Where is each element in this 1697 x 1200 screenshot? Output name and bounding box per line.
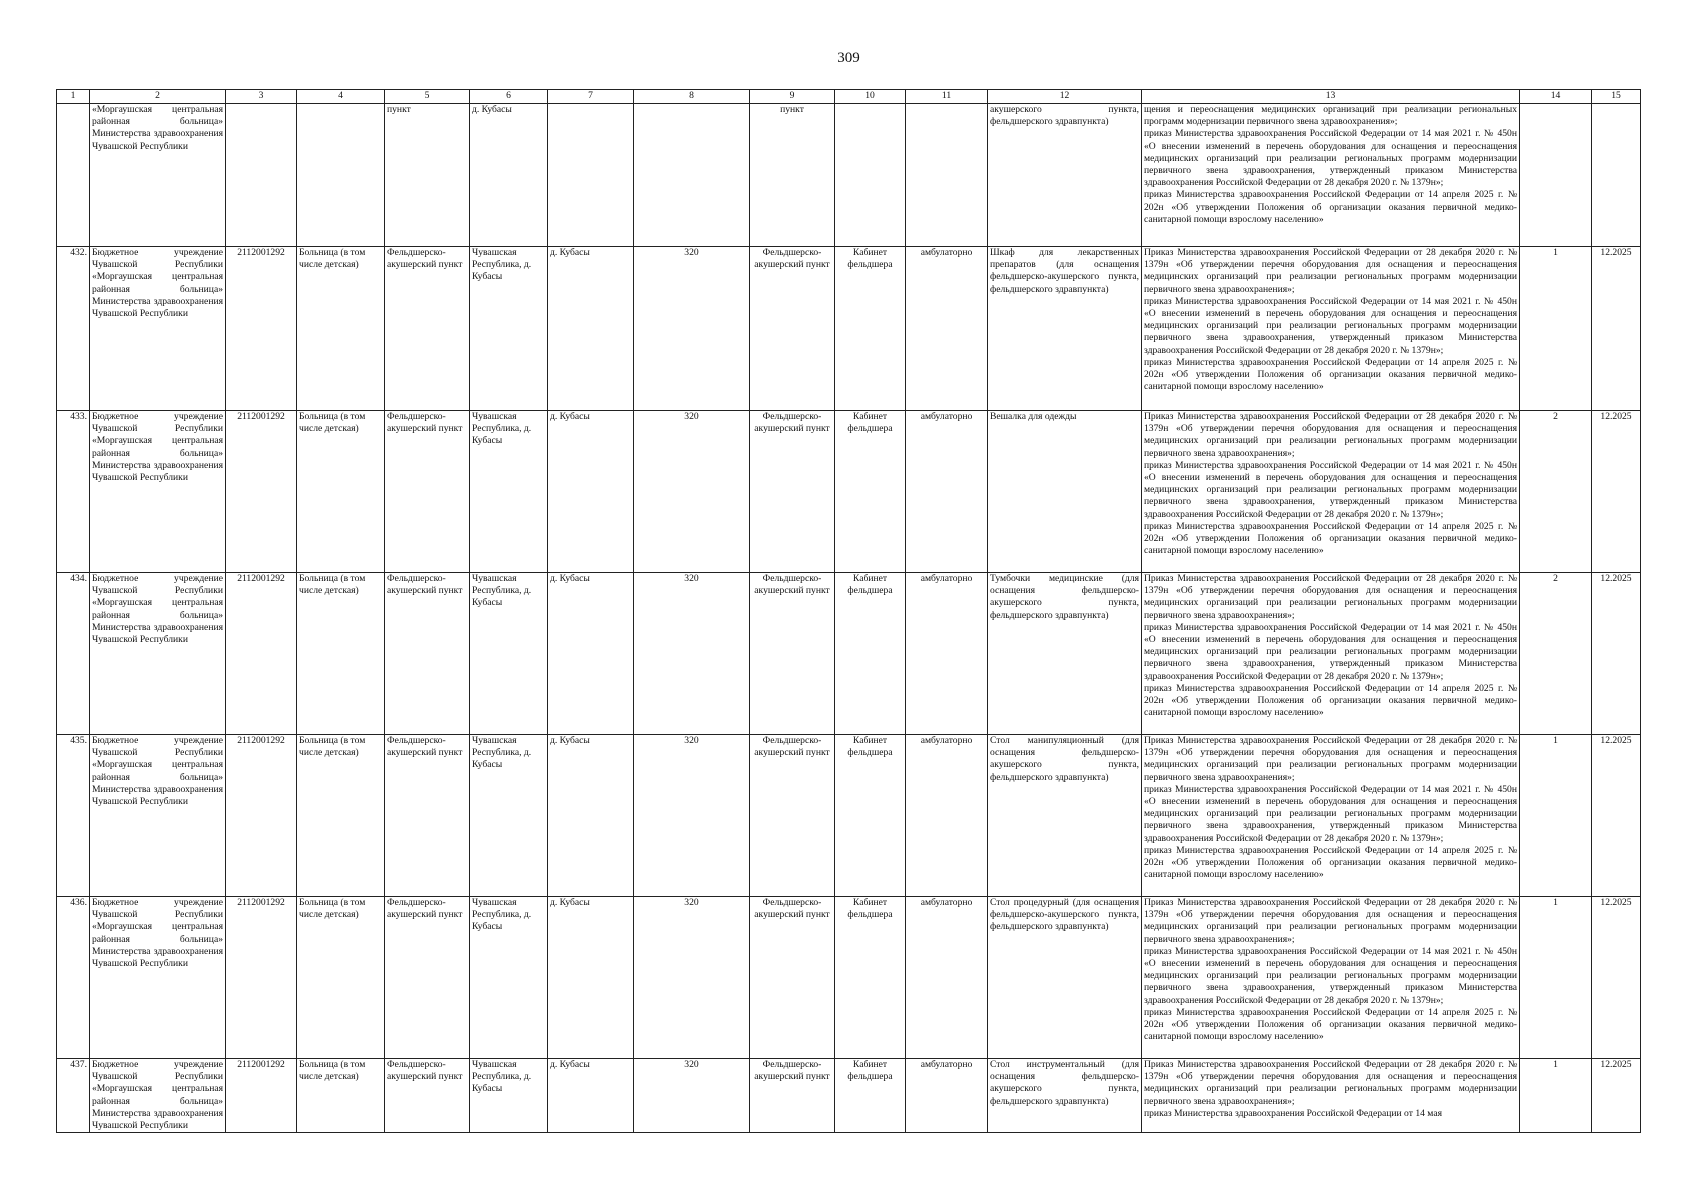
date-cell: 12.2025 <box>1592 897 1641 1059</box>
inn-cell: 2112001292 <box>226 897 297 1059</box>
subdivision-cell: Фельдшерско-акушерский пункт <box>385 573 470 735</box>
address-cell: Чувашская Республика, д. Кубасы <box>470 735 548 897</box>
inn-cell: 2112001292 <box>226 735 297 897</box>
date-cell: 12.2025 <box>1592 735 1641 897</box>
page-number: 309 <box>837 50 860 66</box>
care-mode-cell: амбулаторно <box>906 897 988 1059</box>
subdivision-cell: Фельдшерско-акушерский пункт <box>385 735 470 897</box>
row-number-cell: 435. <box>57 735 90 897</box>
column-header: 14 <box>1520 90 1592 104</box>
legal-basis-cell: Приказ Министерства здравоохранения Российской Федерации от 28 декабря 2020 г. № 1379н «Об утверждении перечня оборудования для оснащения и переоснащения медицинских организаций при реализации региональных программ модернизации первичного звена здравоохранения»; приказ Министерства здравоохранения Российской Федерации от 14 мая 2021 г. № 450н «О внесении изменений в перечень оборудования для оснащения и переоснащения медицинских организаций при реализации региональных программ модернизации первичного звена здравоохранения, утвержденный приказом Министерства здравоохранения Российской Федерации от 28 декабря 2020 г. № 1379н»; приказ Министерства здравоохранения Российской Федерации от 14 апреля 2025 г. № 202н «Об утверждении Положения об организации оказания первичной медико-санитарной помощи взрослому населению» <box>1142 247 1520 411</box>
institution-type-cell: Больница (в том числе детская) <box>297 411 385 573</box>
code-cell <box>634 104 750 247</box>
inn-cell <box>226 104 297 247</box>
room-cell: Кабинет фельдшера <box>835 1059 906 1133</box>
quantity-cell: 1 <box>1520 247 1592 411</box>
quantity-cell: 2 <box>1520 573 1592 735</box>
care-mode-cell <box>906 104 988 247</box>
column-header: 11 <box>906 90 988 104</box>
structural-unit-cell: Фельдшерско-акушерский пункт <box>750 897 835 1059</box>
code-cell: 320 <box>634 1059 750 1133</box>
equipment-name-cell: Шкаф для лекарственных препаратов (для оснащения фельдшерско-акушерского пункта, фельдшерского здравпункта) <box>988 247 1142 411</box>
locality-cell: д. Кубасы <box>548 1059 634 1133</box>
code-cell: 320 <box>634 573 750 735</box>
table-row <box>57 897 1641 1059</box>
table-body <box>57 104 1641 1133</box>
column-header: 12 <box>988 90 1142 104</box>
table-row <box>57 247 1641 411</box>
date-cell: 12.2025 <box>1592 247 1641 411</box>
legal-basis-cell: Приказ Министерства здравоохранения Российской Федерации от 28 декабря 2020 г. № 1379н «Об утверждении перечня оборудования для оснащения и переоснащения медицинских организаций при реализации региональных программ модернизации первичного звена здравоохранения»; приказ Министерства здравоохранения Российской Федерации от 14 мая 2021 г. № 450н «О внесении изменений в перечень оборудования для оснащения и переоснащения медицинских организаций при реализации региональных программ модернизации первичного звена здравоохранения, утвержденный приказом Министерства здравоохранения Российской Федерации от 28 декабря 2020 г. № 1379н»; приказ Министерства здравоохранения Российской Федерации от 14 апреля 2025 г. № 202н «Об утверждении Положения об организации оказания первичной медико-санитарной помощи взрослому населению» <box>1142 897 1520 1059</box>
equipment-name-cell: акушерского пункта, фельдшерского здравпункта) <box>988 104 1142 247</box>
institution-type-cell: Больница (в том числе детская) <box>297 573 385 735</box>
subdivision-cell: Фельдшерско-акушерский пункт <box>385 897 470 1059</box>
column-number-row <box>57 90 1641 104</box>
subdivision-cell: Фельдшерско-акушерский пункт <box>385 247 470 411</box>
care-mode-cell: амбулаторно <box>906 1059 988 1133</box>
row-number-cell: 433. <box>57 411 90 573</box>
address-cell: Чувашская Республика, д. Кубасы <box>470 247 548 411</box>
inn-cell: 2112001292 <box>226 247 297 411</box>
table-row <box>57 104 1641 247</box>
room-cell: Кабинет фельдшера <box>835 735 906 897</box>
column-header: 15 <box>1592 90 1641 104</box>
room-cell: Кабинет фельдшера <box>835 573 906 735</box>
structural-unit-cell: Фельдшерско-акушерский пункт <box>750 573 835 735</box>
institution-type-cell: Больница (в том числе детская) <box>297 247 385 411</box>
equipment-name-cell: Стол манипуляционный (для оснащения фельдшерско-акушерского пункта, фельдшерского здравпункта) <box>988 735 1142 897</box>
institution-type-cell: Больница (в том числе детская) <box>297 897 385 1059</box>
inn-cell: 2112001292 <box>226 573 297 735</box>
date-cell: 12.2025 <box>1592 411 1641 573</box>
column-header: 8 <box>634 90 750 104</box>
column-header: 1 <box>57 90 90 104</box>
locality-cell <box>548 104 634 247</box>
address-cell: д. Кубасы <box>470 104 548 247</box>
table-row <box>57 735 1641 897</box>
column-header: 10 <box>835 90 906 104</box>
structural-unit-cell: Фельдшерско-акушерский пункт <box>750 411 835 573</box>
table-row <box>57 1059 1641 1133</box>
structural-unit-cell: пункт <box>750 104 835 247</box>
equipment-name-cell: Тумбочки медицинские (для оснащения фельдшерско-акушерского пункта, фельдшерского здравпункта) <box>988 573 1142 735</box>
equipment-register-table <box>56 89 1641 1133</box>
column-header: 13 <box>1142 90 1520 104</box>
column-header: 2 <box>90 90 226 104</box>
date-cell: 12.2025 <box>1592 573 1641 735</box>
date-cell: 12.2025 <box>1592 1059 1641 1133</box>
equipment-name-cell: Стол процедурный (для оснащения фельдшерско-акушерского пункта, фельдшерского здравпункта) <box>988 897 1142 1059</box>
structural-unit-cell: Фельдшерско-акушерский пункт <box>750 1059 835 1133</box>
code-cell: 320 <box>634 897 750 1059</box>
equipment-name-cell: Вешалка для одежды <box>988 411 1142 573</box>
column-header: 4 <box>297 90 385 104</box>
legal-basis-cell: Приказ Министерства здравоохранения Российской Федерации от 28 декабря 2020 г. № 1379н «Об утверждении перечня оборудования для оснащения и переоснащения медицинских организаций при реализации региональных программ модернизации первичного звена здравоохранения»; приказ Министерства здравоохранения Российской Федерации от 14 мая <box>1142 1059 1520 1133</box>
row-number-cell: 437. <box>57 1059 90 1133</box>
code-cell: 320 <box>634 735 750 897</box>
locality-cell: д. Кубасы <box>548 411 634 573</box>
locality-cell: д. Кубасы <box>548 735 634 897</box>
address-cell: Чувашская Республика, д. Кубасы <box>470 573 548 735</box>
column-header: 3 <box>226 90 297 104</box>
institution-type-cell: Больница (в том числе детская) <box>297 735 385 897</box>
inn-cell: 2112001292 <box>226 1059 297 1133</box>
room-cell: Кабинет фельдшера <box>835 897 906 1059</box>
institution-type-cell: Больница (в том числе детская) <box>297 1059 385 1133</box>
organization-cell: Бюджетное учреждение Чувашской Республики «Моргаушская центральная районная больница» Министерства здравоохранения Чувашской Республики <box>90 1059 226 1133</box>
quantity-cell: 1 <box>1520 1059 1592 1133</box>
structural-unit-cell: Фельдшерско-акушерский пункт <box>750 735 835 897</box>
row-number-cell: 434. <box>57 573 90 735</box>
subdivision-cell: Фельдшерско-акушерский пункт <box>385 411 470 573</box>
organization-cell: Бюджетное учреждение Чувашской Республики «Моргаушская центральная районная больница» Министерства здравоохранения Чувашской Республики <box>90 411 226 573</box>
date-cell <box>1592 104 1641 247</box>
inn-cell: 2112001292 <box>226 411 297 573</box>
organization-cell: «Моргаушская центральная районная больница» Министерства здравоохранения Чувашской Республики <box>90 104 226 247</box>
code-cell: 320 <box>634 411 750 573</box>
column-header: 6 <box>470 90 548 104</box>
address-cell: Чувашская Республика, д. Кубасы <box>470 897 548 1059</box>
quantity-cell: 1 <box>1520 735 1592 897</box>
equipment-name-cell: Стол инструментальный (для оснащения фельдшерско-акушерского пункта, фельдшерского здравпункта) <box>988 1059 1142 1133</box>
column-header: 9 <box>750 90 835 104</box>
legal-basis-cell: щения и переоснащения медицинских организаций при реализации региональных программ модернизации первичного звена здравоохранения»; приказ Министерства здравоохранения Российской Федерации от 14 мая 2021 г. № 450н «О внесении изменений в перечень оборудования для оснащения и переоснащения медицинских организаций при реализации региональных программ модернизации первичного звена здравоохранения, утвержденный приказом Министерства здравоохранения Российской Федерации от 28 декабря 2020 г. № 1379н»; приказ Министерства здравоохранения Российской Федерации от 14 апреля 2025 г. № 202н «Об утверждении Положения об организации оказания первичной медико-санитарной помощи взрослому населению» <box>1142 104 1520 247</box>
care-mode-cell: амбулаторно <box>906 573 988 735</box>
room-cell <box>835 104 906 247</box>
locality-cell: д. Кубасы <box>548 247 634 411</box>
row-number-cell: 436. <box>57 897 90 1059</box>
organization-cell: Бюджетное учреждение Чувашской Республики «Моргаушская центральная районная больница» Министерства здравоохранения Чувашской Республики <box>90 735 226 897</box>
quantity-cell: 1 <box>1520 897 1592 1059</box>
room-cell: Кабинет фельдшера <box>835 247 906 411</box>
organization-cell: Бюджетное учреждение Чувашской Республики «Моргаушская центральная районная больница» Министерства здравоохранения Чувашской Республики <box>90 897 226 1059</box>
care-mode-cell: амбулаторно <box>906 735 988 897</box>
table-header <box>57 90 1641 104</box>
table-row <box>57 411 1641 573</box>
organization-cell: Бюджетное учреждение Чувашской Республики «Моргаушская центральная районная больница» Министерства здравоохранения Чувашской Республики <box>90 247 226 411</box>
institution-type-cell <box>297 104 385 247</box>
row-number-cell: 432. <box>57 247 90 411</box>
table-row <box>57 573 1641 735</box>
care-mode-cell: амбулаторно <box>906 247 988 411</box>
quantity-cell: 2 <box>1520 411 1592 573</box>
address-cell: Чувашская Республика, д. Кубасы <box>470 1059 548 1133</box>
locality-cell: д. Кубасы <box>548 897 634 1059</box>
locality-cell: д. Кубасы <box>548 573 634 735</box>
subdivision-cell: пункт <box>385 104 470 247</box>
structural-unit-cell: Фельдшерско-акушерский пункт <box>750 247 835 411</box>
care-mode-cell: амбулаторно <box>906 411 988 573</box>
subdivision-cell: Фельдшерско-акушерский пункт <box>385 1059 470 1133</box>
organization-cell: Бюджетное учреждение Чувашской Республики «Моргаушская центральная районная больница» Министерства здравоохранения Чувашской Республики <box>90 573 226 735</box>
legal-basis-cell: Приказ Министерства здравоохранения Российской Федерации от 28 декабря 2020 г. № 1379н «Об утверждении перечня оборудования для оснащения и переоснащения медицинских организаций при реализации региональных программ модернизации первичного звена здравоохранения»; приказ Министерства здравоохранения Российской Федерации от 14 мая 2021 г. № 450н «О внесении изменений в перечень оборудования для оснащения и переоснащения медицинских организаций при реализации региональных программ модернизации первичного звена здравоохранения, утвержденный приказом Министерства здравоохранения Российской Федерации от 28 декабря 2020 г. № 1379н»; приказ Министерства здравоохранения Российской Федерации от 14 апреля 2025 г. № 202н «Об утверждении Положения об организации оказания первичной медико-санитарной помощи взрослому населению» <box>1142 411 1520 573</box>
column-header: 7 <box>548 90 634 104</box>
column-header: 5 <box>385 90 470 104</box>
legal-basis-cell: Приказ Министерства здравоохранения Российской Федерации от 28 декабря 2020 г. № 1379н «Об утверждении перечня оборудования для оснащения и переоснащения медицинских организаций при реализации региональных программ модернизации первичного звена здравоохранения»; приказ Министерства здравоохранения Российской Федерации от 14 мая 2021 г. № 450н «О внесении изменений в перечень оборудования для оснащения и переоснащения медицинских организаций при реализации региональных программ модернизации первичного звена здравоохранения, утвержденный приказом Министерства здравоохранения Российской Федерации от 28 декабря 2020 г. № 1379н»; приказ Министерства здравоохранения Российской Федерации от 14 апреля 2025 г. № 202н «Об утверждении Положения об организации оказания первичной медико-санитарной помощи взрослому населению» <box>1142 735 1520 897</box>
room-cell: Кабинет фельдшера <box>835 411 906 573</box>
address-cell: Чувашская Республика, д. Кубасы <box>470 411 548 573</box>
legal-basis-cell: Приказ Министерства здравоохранения Российской Федерации от 28 декабря 2020 г. № 1379н «Об утверждении перечня оборудования для оснащения и переоснащения медицинских организаций при реализации региональных программ модернизации первичного звена здравоохранения»; приказ Министерства здравоохранения Российской Федерации от 14 мая 2021 г. № 450н «О внесении изменений в перечень оборудования для оснащения и переоснащения медицинских организаций при реализации региональных программ модернизации первичного звена здравоохранения, утвержденный приказом Министерства здравоохранения Российской Федерации от 28 декабря 2020 г. № 1379н»; приказ Министерства здравоохранения Российской Федерации от 14 апреля 2025 г. № 202н «Об утверждении Положения об организации оказания первичной медико-санитарной помощи взрослому населению» <box>1142 573 1520 735</box>
code-cell: 320 <box>634 247 750 411</box>
row-number-cell <box>57 104 90 247</box>
quantity-cell <box>1520 104 1592 247</box>
